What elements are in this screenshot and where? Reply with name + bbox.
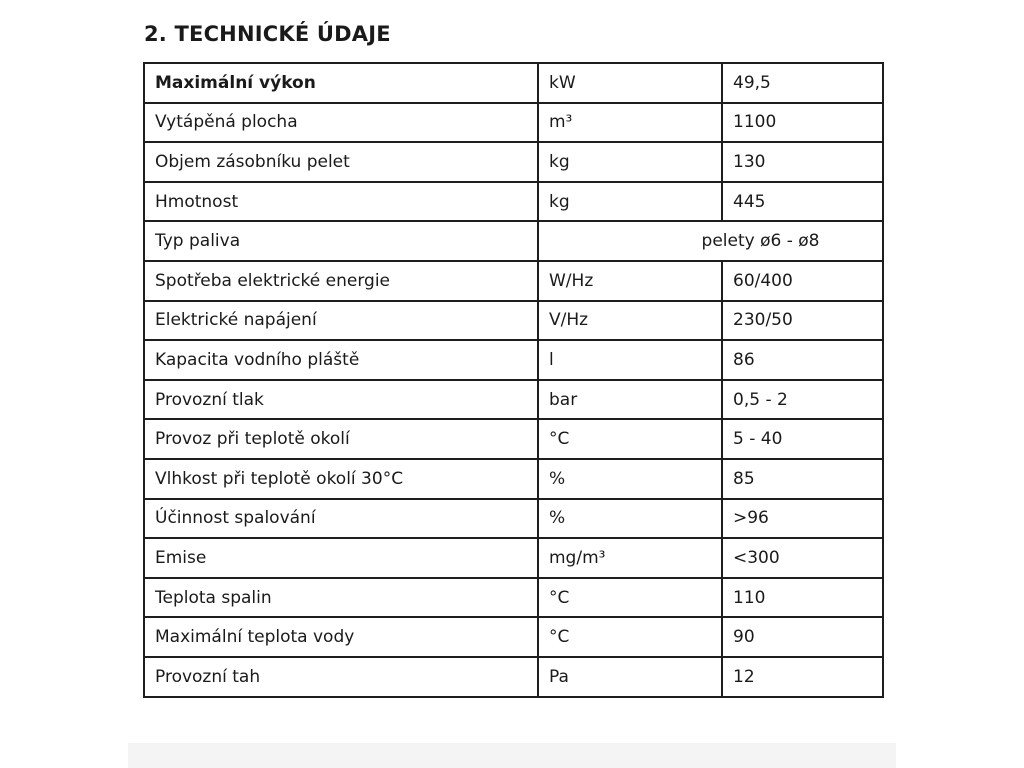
unit-cell: kg (538, 182, 722, 222)
table-row (144, 301, 883, 341)
table-row (144, 182, 883, 222)
value-cell: 130 (722, 142, 883, 182)
unit-cell: °C (538, 617, 722, 657)
technical-specs-table (143, 62, 884, 698)
unit-cell: kW (538, 63, 722, 103)
param-cell: Typ paliva (144, 221, 538, 261)
param-cell: Spotřeba elektrické energie (144, 261, 538, 301)
value-cell: 445 (722, 182, 883, 222)
value-cell: 12 (722, 657, 883, 697)
unit-cell: l (538, 340, 722, 380)
param-cell: Provozní tlak (144, 380, 538, 420)
param-cell: Teplota spalin (144, 578, 538, 618)
value-cell: 5 - 40 (722, 419, 883, 459)
table-row (144, 499, 883, 539)
unit-cell: Pa (538, 657, 722, 697)
table-row (144, 459, 883, 499)
table-row (144, 538, 883, 578)
value-cell: 110 (722, 578, 883, 618)
param-cell: Provozní tah (144, 657, 538, 697)
unit-cell: m³ (538, 103, 722, 143)
unit-cell: mg/m³ (538, 538, 722, 578)
param-cell: Kapacita vodního pláště (144, 340, 538, 380)
page-bottom-edge (128, 743, 896, 768)
param-cell: Provoz při teplotě okolí (144, 419, 538, 459)
param-cell: Emise (144, 538, 538, 578)
unit-cell: % (538, 459, 722, 499)
table-row (144, 63, 883, 103)
param-cell: Objem zásobníku pelet (144, 142, 538, 182)
table-row (144, 578, 883, 618)
unit-cell: W/Hz (538, 261, 722, 301)
param-cell: Hmotnost (144, 182, 538, 222)
param-cell: Elektrické napájení (144, 301, 538, 341)
table-row (144, 221, 883, 261)
merged-value-cell: pelety ø6 - ø8 (538, 221, 883, 261)
unit-cell: bar (538, 380, 722, 420)
unit-cell: °C (538, 419, 722, 459)
param-cell: Maximální teplota vody (144, 617, 538, 657)
table-row (144, 419, 883, 459)
page-title: 2. TECHNICKÉ ÚDAJE (144, 22, 391, 46)
value-cell: 1100 (722, 103, 883, 143)
table-row (144, 380, 883, 420)
table-row (144, 261, 883, 301)
param-cell: Vlhkost při teplotě okolí 30°C (144, 459, 538, 499)
unit-cell: % (538, 499, 722, 539)
unit-cell: °C (538, 578, 722, 618)
value-cell: >96 (722, 499, 883, 539)
value-cell: 49,5 (722, 63, 883, 103)
unit-cell: V/Hz (538, 301, 722, 341)
table-row (144, 617, 883, 657)
value-cell: 230/50 (722, 301, 883, 341)
value-cell: 90 (722, 617, 883, 657)
param-cell: Účinnost spalování (144, 499, 538, 539)
param-cell: Vytápěná plocha (144, 103, 538, 143)
value-cell: 60/400 (722, 261, 883, 301)
table-row (144, 103, 883, 143)
value-cell: 86 (722, 340, 883, 380)
value-cell: <300 (722, 538, 883, 578)
unit-cell: kg (538, 142, 722, 182)
table-row (144, 142, 883, 182)
value-cell: 85 (722, 459, 883, 499)
value-cell: 0,5 - 2 (722, 380, 883, 420)
table-row (144, 340, 883, 380)
table-row (144, 657, 883, 697)
param-cell: Maximální výkon (144, 63, 538, 103)
